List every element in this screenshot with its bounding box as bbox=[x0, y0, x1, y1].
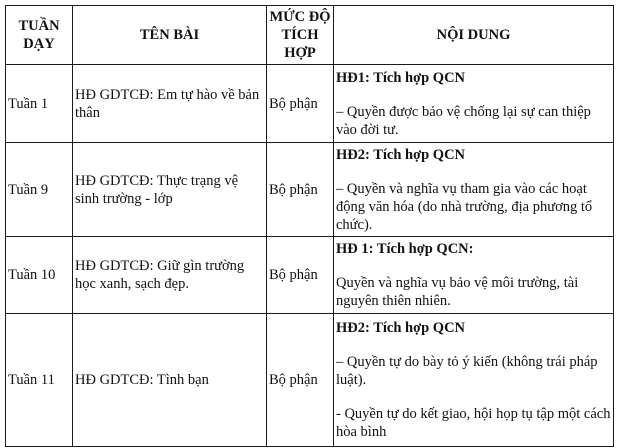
content-paragraph: – Quyền tự do bày tỏ ý kiến (không trái pháp luật). bbox=[336, 354, 598, 388]
lesson-cell: HĐ GDTCĐ: Thực trạng vệ sinh trường - lớp bbox=[73, 143, 267, 237]
table-row bbox=[6, 65, 614, 143]
lesson-cell: HĐ GDTCĐ: Giữ gìn trường học xanh, sạch đẹp. bbox=[73, 237, 267, 314]
header-week: TUẦN DẠY bbox=[6, 6, 73, 65]
activity-title: HĐ 1: Tích hợp QCN: bbox=[336, 241, 474, 257]
content-paragraph: – Quyền và nghĩa vụ tham gia vào các hoạt động văn hóa (do nhà trường, địa phương tổ chức). bbox=[336, 180, 593, 233]
lesson-cell: HĐ GDTCĐ: Em tự hào về bản thân bbox=[73, 65, 267, 143]
activity-title: HĐ2: Tích hợp QCN bbox=[336, 146, 466, 163]
level-cell: Bộ phận bbox=[267, 65, 334, 143]
content-cell bbox=[334, 65, 614, 143]
level-cell: Bộ phận bbox=[267, 143, 334, 237]
header-row bbox=[6, 6, 614, 65]
content-paragraph: Quyền và nghĩa vụ bảo vệ môi trường, tài nguyên thiên nhiên. bbox=[336, 275, 579, 309]
content-cell bbox=[334, 237, 614, 314]
activity-title: HĐ1: Tích hợp QCN bbox=[336, 69, 466, 86]
activity-title: HĐ2: Tích hợp QCN bbox=[336, 320, 466, 336]
week-cell: Tuần 10 bbox=[6, 237, 73, 314]
table-row bbox=[6, 237, 614, 314]
content-paragraph: – Quyền được bảo vệ chống lại sự can thiệp vào đời tư. bbox=[336, 103, 591, 138]
level-cell: Bộ phận bbox=[267, 237, 334, 314]
table-row bbox=[6, 314, 614, 447]
level-cell: Bộ phận bbox=[267, 314, 334, 447]
header-integration-level: MỨC ĐỘ TÍCH HỢP bbox=[267, 6, 334, 65]
content-paragraph: - Quyền tự do kết giao, hội họp tụ tập một cách hòa bình bbox=[336, 406, 611, 440]
week-cell: Tuần 11 bbox=[6, 314, 73, 447]
header-lesson: TÊN BÀI bbox=[73, 6, 267, 65]
week-cell: Tuần 1 bbox=[6, 65, 73, 143]
week-cell: Tuần 9 bbox=[6, 143, 73, 237]
content-cell bbox=[334, 314, 614, 447]
content-cell bbox=[334, 143, 614, 237]
lesson-plan-table bbox=[5, 5, 614, 447]
lesson-cell: HĐ GDTCĐ: Tình bạn bbox=[73, 314, 267, 447]
header-content: NỘI DUNG bbox=[334, 6, 614, 65]
table-row bbox=[6, 143, 614, 237]
